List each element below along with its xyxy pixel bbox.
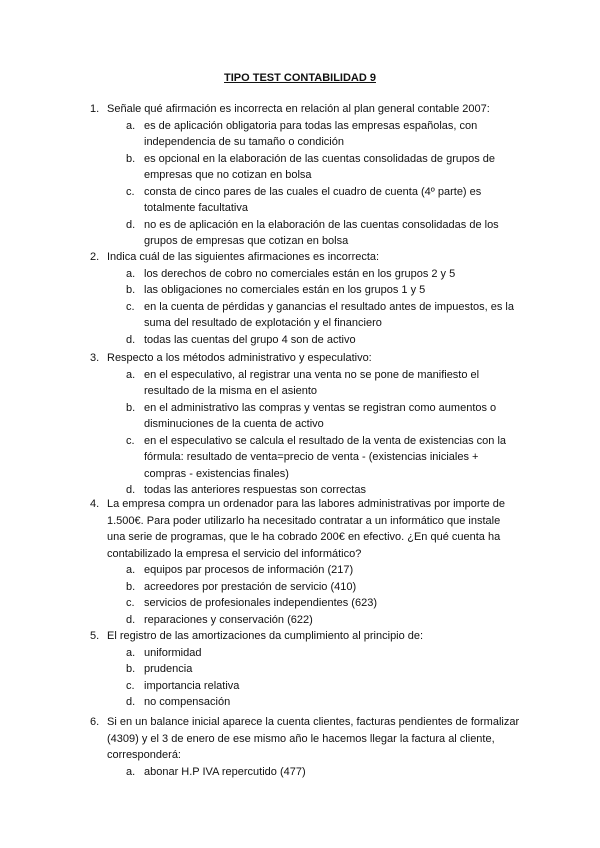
option-text: las obligaciones no comerciales están en los grupos 1 y 5 [144, 284, 426, 296]
options-list [90, 645, 520, 711]
option-letter: d. [126, 333, 136, 346]
option-letter: c. [126, 185, 135, 198]
option-text: importancia relativa [144, 679, 240, 692]
option-letter: b. [126, 152, 136, 165]
option-letter: a. [126, 564, 136, 576]
option-c [90, 595, 520, 612]
option-b [90, 400, 520, 433]
question-number: 5. [90, 630, 100, 642]
question-text: La empresa compra un ordenador para las labores administrativas por importe de 1.500€. Para poder utilizarlo ha necesitado contratar a un informático que instale una serie de programas, que le ha cobrado 200€ en efectivo. ¿En qué cuenta ha contabilizado la empresa el servicio del informático? [107, 498, 506, 560]
option-d [90, 332, 520, 349]
option-a [90, 367, 520, 400]
option-text: todas las cuentas del grupo 4 son de activo [144, 333, 356, 346]
option-text: es opcional en la elaboración de las cuentas consolidadas de grupos de empresas que no cotizan en bolsa [144, 152, 496, 181]
option-text: equipos par procesos de información (217) [144, 564, 354, 576]
option-b [90, 151, 520, 184]
question-4 [90, 496, 520, 628]
option-letter: c. [126, 434, 135, 447]
option-a [90, 562, 520, 579]
question-text: Señale qué afirmación es incorrecta en relación al plan general contable 2007: [107, 103, 490, 115]
option-a [90, 645, 520, 662]
question-6 [90, 714, 520, 780]
option-letter: d. [126, 218, 136, 231]
option-text: servicios de profesionales independientes (623) [144, 597, 377, 609]
option-text: reparaciones y conservación (622) [144, 613, 313, 626]
option-letter: b. [126, 401, 136, 414]
question-number: 3. [90, 352, 100, 364]
option-text: consta de cinco pares de las cuales el cuadro de cuenta (4º parte) es totalmente facultativa [144, 185, 482, 214]
question-number: 2. [90, 251, 100, 263]
option-c [90, 184, 520, 217]
option-letter: b. [126, 284, 136, 296]
option-a [90, 118, 520, 151]
option-text: abonar H.P IVA repercutido (477) [144, 765, 306, 778]
option-text: todas las anteriores respuestas son correctas [144, 484, 366, 496]
option-text: prudencia [144, 663, 193, 675]
option-c [90, 678, 520, 695]
option-text: en el especulativo, al registrar una venta no se pone de manifiesto el resultado de la misma en el asiento [144, 368, 480, 397]
option-letter: b. [126, 663, 136, 675]
options-list [90, 266, 520, 349]
question-text: Indica cuál de las siguientes afirmaciones es incorrecta: [107, 251, 380, 263]
question-3 [90, 350, 520, 499]
option-text: en el administrativo las compras y ventas se registran como aumentos o disminuciones de la cuenta de activo [144, 401, 497, 430]
option-b [90, 579, 520, 596]
question-text: El registro de las amortizaciones da cumplimiento al principio de: [107, 630, 424, 642]
option-letter: a. [126, 646, 136, 659]
option-a [90, 764, 520, 781]
option-letter: c. [126, 679, 135, 692]
option-b [90, 282, 520, 299]
page-title: TIPO TEST CONTABILIDAD 9 [224, 72, 376, 84]
options-list [90, 118, 520, 250]
question-5 [90, 628, 520, 711]
option-text: no compensación [144, 696, 231, 708]
question-number: 1. [90, 103, 100, 115]
option-d [90, 217, 520, 250]
option-letter: b. [126, 580, 136, 593]
option-letter: a. [126, 267, 136, 280]
option-text: en el especulativo se calcula el resultado de la venta de existencias con la fórmula: resultado de venta=precio de venta - (existencias iniciales + compras - existencias finales) [144, 434, 507, 480]
question-text: Respecto a los métodos administrativo y especulativo: [107, 352, 372, 364]
option-text: acreedores por prestación de servicio (410) [144, 580, 357, 593]
option-letter: d. [126, 613, 136, 626]
option-d [90, 694, 520, 711]
option-b [90, 661, 520, 678]
option-c [90, 433, 520, 483]
option-letter: d. [126, 696, 136, 708]
option-text: en la cuenta de pérdidas y ganancias el resultado antes de impuestos, es la suma del resultado de explotación y el financiero [144, 300, 514, 329]
option-text: uniformidad [144, 646, 202, 659]
option-text: no es de aplicación en la elaboración de las cuentas consolidadas de los grupos de empresas que cotizan en bolsa [144, 218, 499, 247]
options-list [90, 764, 520, 781]
option-letter: d. [126, 484, 136, 496]
option-letter: a. [126, 119, 136, 132]
option-a [90, 266, 520, 283]
options-list [90, 562, 520, 628]
question-number: 4. [90, 498, 100, 510]
option-letter: a. [126, 368, 136, 381]
option-d [90, 612, 520, 629]
question-number: 6. [90, 716, 100, 728]
option-letter: a. [126, 765, 136, 778]
question-2 [90, 249, 520, 348]
option-text: es de aplicación obligatoria para todas las empresas españolas, con independencia de su tamaño o condición [144, 119, 478, 148]
question-1 [90, 101, 520, 250]
question-text: Si en un balance inicial aparece la cuenta clientes, facturas pendientes de formalizar (4309) y el 3 de enero de ese mismo año le hacemos llegar la factura al cliente, corresponderá: [107, 716, 520, 761]
option-c [90, 299, 520, 332]
option-letter: c. [126, 597, 135, 609]
option-letter: c. [126, 300, 135, 313]
options-list [90, 367, 520, 499]
option-text: los derechos de cobro no comerciales están en los grupos 2 y 5 [144, 267, 456, 280]
